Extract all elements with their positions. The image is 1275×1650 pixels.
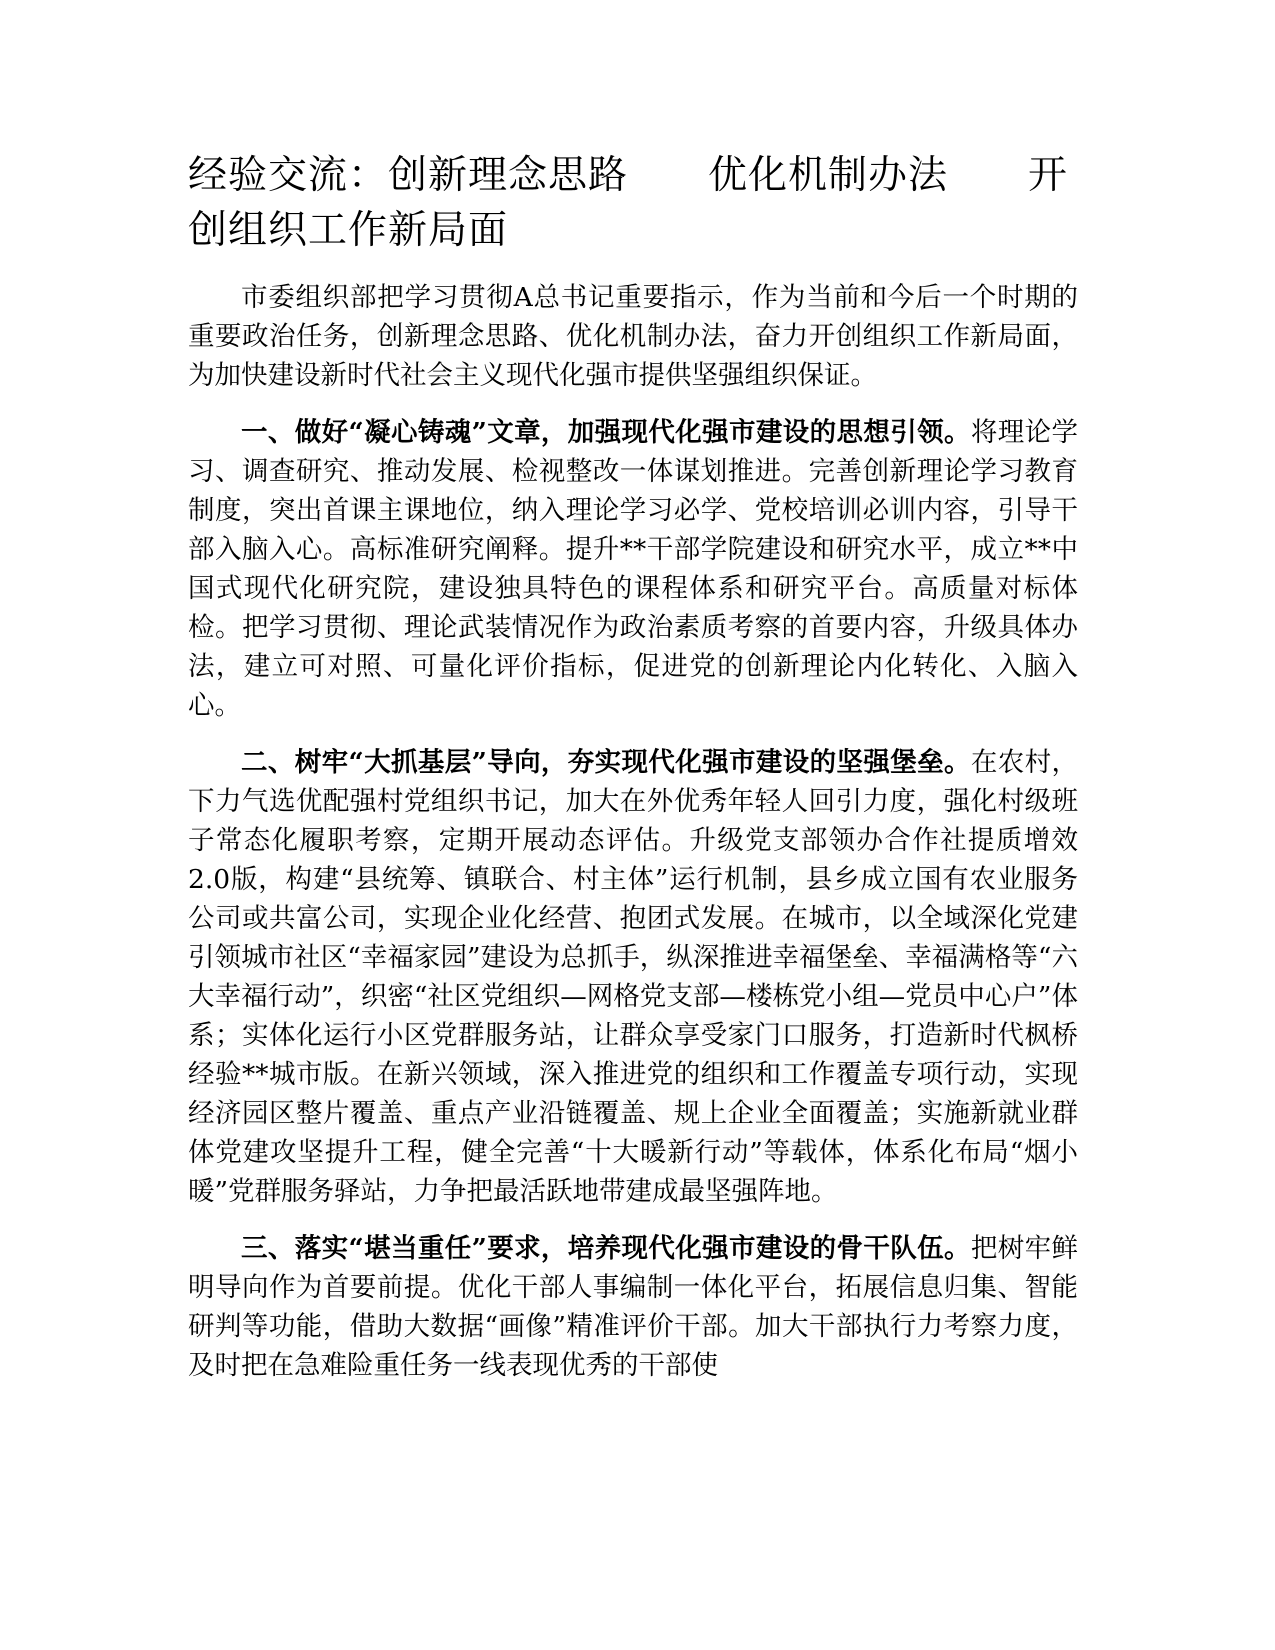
section-heading-2: 二、树牢“大抓基层”导向，夯实现代化强市建设的坚强堡垒。 <box>241 747 971 778</box>
intro-paragraph: 市委组织部把学习贯彻A总书记重要指示，作为当前和今后一个时期的重要政治任务，创新理念思路、优化机制办法，奋力开创组织工作新局面，为加快建设新时代社会主义现代化强市提供坚强组织保证。 <box>188 282 1078 391</box>
section-paragraph-3 <box>188 1229 1078 1385</box>
section-paragraph-1 <box>188 413 1078 725</box>
section-body-1: 将理论学习、调查研究、推动发展、检视整改一体谋划推进。完善创新理论学习教育制度，突出首课主课地位，纳入理论学习必学、党校培训必训内容，引导干部入脑入心。高标准研究阐释。提升**干部学院建设和研究水平，成立**中国式现代化研究院，建设独具特色的课程体系和研究平台。高质量对标体检。把学习贯彻、理论武装情况作为政治素质考察的首要内容，升级具体办法，建立可对照、可量化评价指标，促进党的创新理论内化转化、入脑入心。 <box>188 417 1078 721</box>
section-heading-3: 三、落实“堪当重任”要求，培养现代化强市建设的骨干队伍。 <box>241 1233 971 1264</box>
section-heading-1: 一、做好“凝心铸魂”文章，加强现代化强市建设的思想引领。 <box>241 417 971 448</box>
document-body <box>188 278 1078 1403</box>
section-paragraph-2 <box>188 743 1078 1211</box>
section-body-3: 把树牢鲜明导向作为首要前提。优化干部人事编制一体化平台，拓展信息归集、智能研判等功能，借助大数据“画像”精准评价干部。加大干部执行力考察力度，及时把在急难险重任务一线表现优秀的干部使 <box>188 1233 1078 1381</box>
section-body-2: 在农村，下力气选优配强村党组织书记，加大在外优秀年轻人回引力度，强化村级班子常态化履职考察，定期开展动态评估。升级党支部领办合作社提质增效2.0版，构建“县统筹、镇联合、村主体”运行机制，县乡成立国有农业服务公司或共富公司，实现企业化经营、抱团式发展。在城市，以全域深化党建引领城市社区“幸福家园”建设为总抓手，纵深推进幸福堡垒、幸福满格等“六大幸福行动”，织密“社区党组织—网格党支部—楼栋党小组—党员中心户”体系；实体化运行小区党群服务站，让群众享受家门口服务，打造新时代枫桥经验**城市版。在新兴领域，深入推进党的组织和工作覆盖专项行动，实现经济园区整片覆盖、重点产业沿链覆盖、规上企业全面覆盖；实施新就业群体党建攻坚提升工程，健全完善“十大暖新行动”等载体，体系化布局“烟小暖”党群服务驿站，力争把最活跃地带建成最坚强阵地。 <box>188 747 1078 1207</box>
document-title: 经验交流：创新理念思路 优化机制办法 开创组织工作新局面 <box>188 153 1069 253</box>
